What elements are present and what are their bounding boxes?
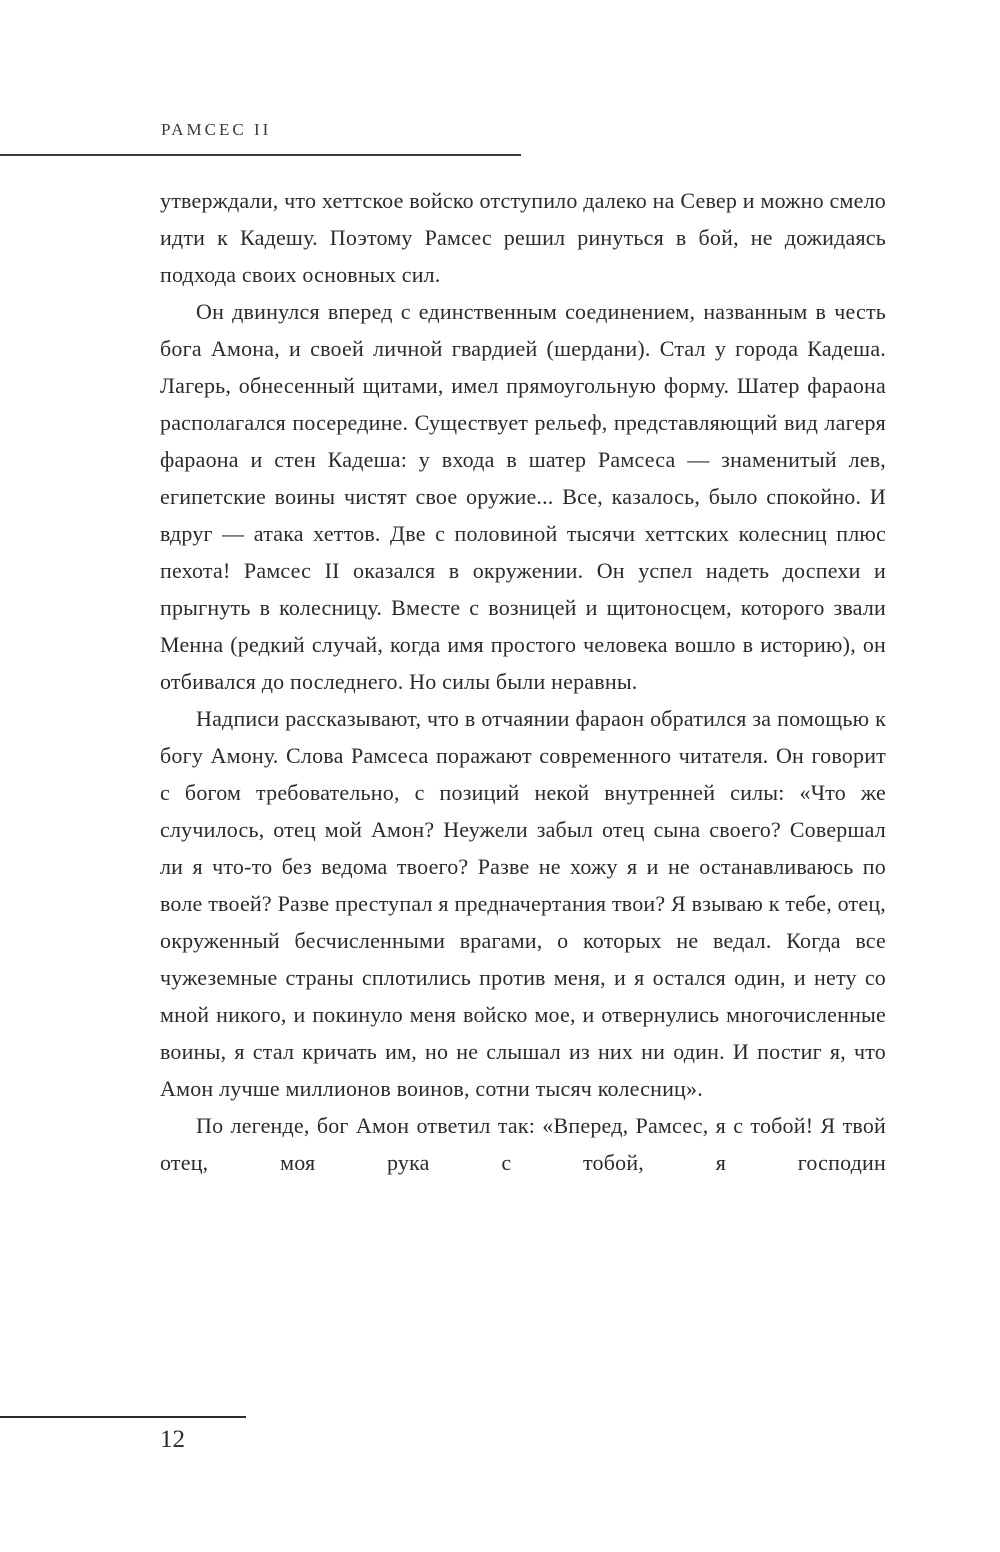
page-number: 12 (160, 1426, 185, 1453)
paragraph: Он двинулся вперед с единственным соединением, названным в честь бога Амона, и своей личной гвардией (шердани). Стал у города Кадеша. Лагерь, обнесенный щитами, имел прямоугольную форму. Шатер фараона располагался посередине. Существует рельеф, представляющий вид лагеря фараона и стен Кадеша: у входа в шатер Рамсеса — знаменитый лев, египетские воины чистят свое оружие... Все, казалось, было спокойно. И вдруг — атака хеттов. Две с половиной тысячи хеттских колесниц плюс пехота! Рамсес II оказался в окружении. Он успел надеть доспехи и прыгнуть в колесницу. Вместе с возницей и щитоносцем, которого звали Менна (редкий случай, когда имя простого человека вошло в историю), он отбивался до последнего. Но силы были неравны. (160, 299, 886, 694)
paragraph: утверждали, что хеттское войско отступило далеко на Север и можно смело идти к Кадешу. Поэтому Рамсес решил ринуться в бой, не дожидаясь подхода своих основных сил. (160, 188, 886, 287)
body-text (160, 182, 886, 1181)
paragraph: Надписи рассказывают, что в отчаянии фараон обратился за помощью к богу Амону. Слова Рамсеса поражают современного читателя. Он говорит с богом требовательно, с позиций некой внутренней силы: «Что же случилось, отец мой Амон? Неужели забыл отец сына своего? Совершал ли я что-то без ведома твоего? Разве не хожу я и не останавливаюсь по воле твоей? Разве преступал я предначертания твои? Я взываю к тебе, отец, окруженный бесчисленными врагами, о которых не ведал. Когда все чужеземные страны сплотились против меня, и я остался один, и нету со мной никого, и покинуло меня войско мое, и отвернулись многочисленные воины, я стал кричать им, но не слышал из них ни один. И постиг я, что Амон лучше миллионов воинов, сотни тысяч колесниц». (160, 706, 886, 1101)
paragraph: По легенде, бог Амон ответил так: «Вперед, Рамсес, я с тобой! Я твой отец, моя рука с тобой, я господин (160, 1113, 886, 1175)
header-rule (0, 154, 521, 156)
running-header: РАМСЕС II (161, 120, 272, 139)
footer-rule (0, 1416, 246, 1418)
